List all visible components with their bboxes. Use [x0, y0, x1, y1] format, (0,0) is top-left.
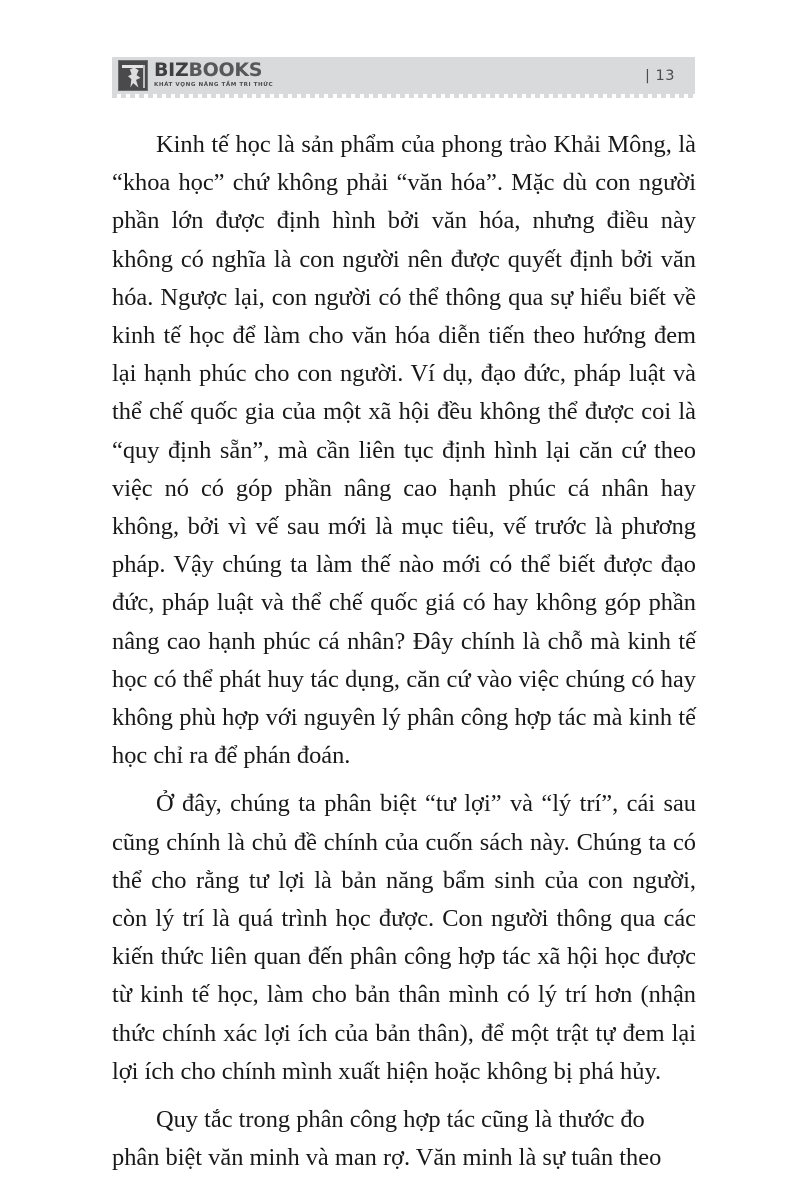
- brand-name-light: BOOKS: [188, 59, 263, 82]
- brand-text: [154, 61, 273, 89]
- paragraph: Kinh tế học là sản phẩm của phong trào Khải Mông, là “khoa học” chứ không phải “văn hóa”. Mặc dù con người phần lớn được định hình bởi văn hóa, nhưng điều này không có nghĩa là con người nên được quyết định bởi văn hóa. Ngược lại, con người có thể thông qua sự hiểu biết về kinh tế học để làm cho văn hóa diễn tiến theo hướng đem lại hạnh phúc cho con người. Ví dụ, đạo đức, pháp luật và thể chế quốc gia của một xã hội đều không thể được coi là “quy định sẵn”, mà cần liên tục định hình lại căn cứ theo việc nó có góp phần nâng cao hạnh phúc cá nhân hay không, bởi vì vế sau mới là mục tiêu, vế trước là phương pháp. Vậy chúng ta làm thế nào mới có thể biết được đạo đức, pháp luật và thể chế quốc giá có hay không góp phần nâng cao hạnh phúc cá nhân? Đây chính là chỗ mà kinh tế học có thể phát huy tác dụng, căn cứ vào việc chúng có hay không phù hợp với nguyên lý phân công hợp tác mà kinh tế học chỉ ra để phán đoán.: [112, 131, 696, 770]
- figure-icon: [128, 68, 141, 88]
- bizbooks-emblem-icon: [118, 60, 148, 91]
- page-number: | 13: [645, 67, 675, 84]
- brand-name-bold: BIZ: [154, 59, 189, 82]
- body-text: [112, 126, 696, 1177]
- book-spine-icon: [122, 65, 145, 68]
- bizbooks-logo: [112, 60, 273, 91]
- paragraph: Quy tắc trong phân công hợp tác cũng là thước đo phân biệt văn minh và man rợ. Văn minh là sự tuân theo: [112, 1106, 662, 1172]
- running-header: [112, 57, 695, 94]
- paragraph: Ở đây, chúng ta phân biệt “tư lợi” và “lý trí”, cái sau cũng chính là chủ đề chính của cuốn sách này. Chúng ta có thể cho rằng tư lợi là bản năng bẩm sinh của con người, còn lý trí là quá trình học được. Con người thông qua các kiến thức liên quan đến phân công hợp tác xã hội học được từ kinh tế học, làm cho bản thân mình có lý trí hơn (nhận thức chính xác lợi ích của bản thân), để một trật tự đem lại lợi ích cho chính mình xuất hiện hoặc không bị phá hủy.: [112, 790, 696, 1085]
- brand-name: [154, 61, 273, 80]
- brand-tagline: KHÁT VỌNG NÂNG TẦM TRI THỨC: [154, 82, 274, 89]
- book-edge-icon: [143, 65, 145, 88]
